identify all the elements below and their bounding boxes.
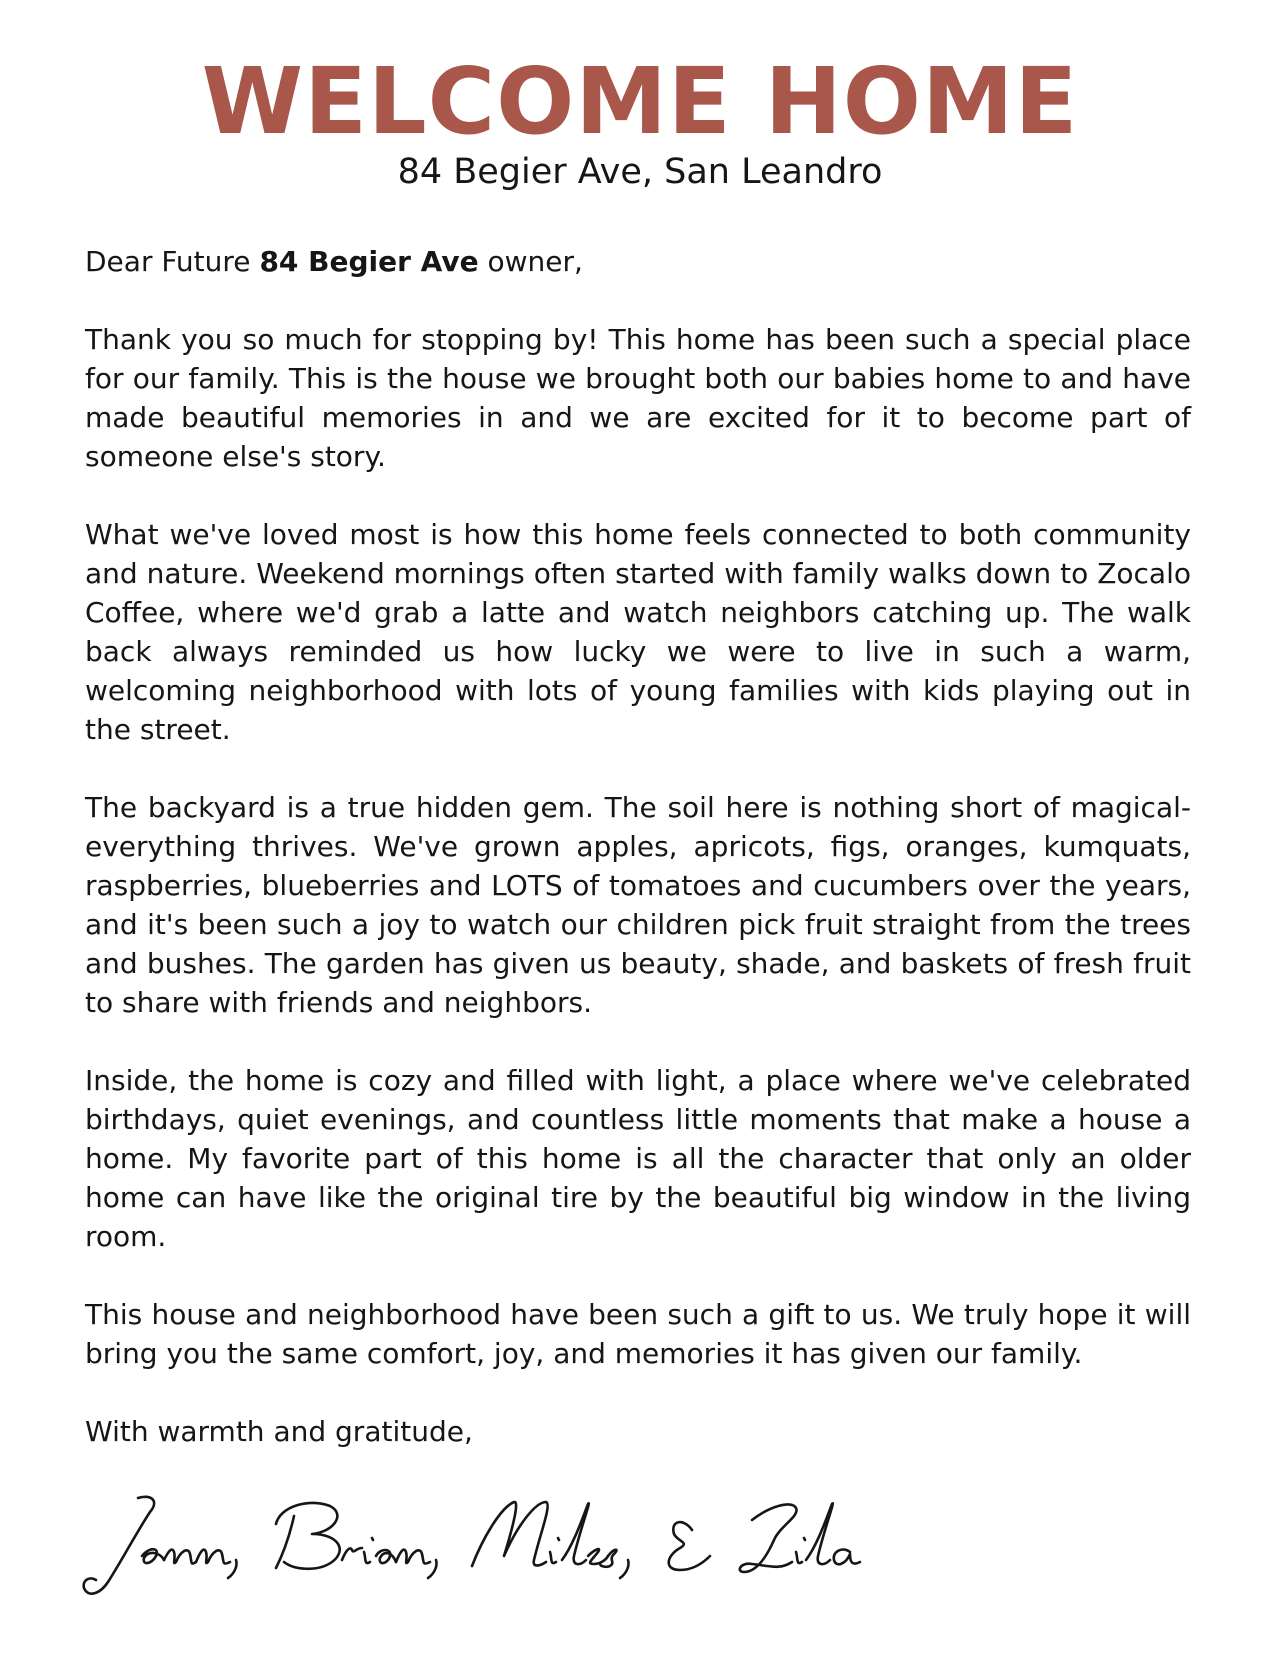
handwritten-signature <box>80 1490 900 1610</box>
greeting <box>85 242 1191 281</box>
paragraph-community: What we've loved most is how this home feels connected to both community and nature. Weekend mornings often started with family walks down to Zocalo Coffee, where we'd grab a latte and watch neighbors catching up. The walk back always reminded us how lucky we were to live in such a warm, welcoming neighborhood with lots of young families with kids playing out in the street. <box>85 518 1191 746</box>
greeting-address: 84 Begier Ave <box>259 245 479 278</box>
paragraph-interior: Inside, the home is cozy and filled with light, a place where we've celebrated birthdays, quiet evenings, and countless little moments that make a house a home. My favorite part of this home is all the character that only an older home can have like the original tire by the beautiful big window in the living room. <box>85 1064 1191 1253</box>
closing-line: With warmth and gratitude, <box>85 1415 473 1448</box>
paragraph-wishes: This house and neighborhood have been such a gift to us. We truly hope it will bring you the same comfort, joy, and memories it has given our family. <box>85 1298 1191 1370</box>
property-address: 84 Begier Ave, San Leandro <box>397 152 883 192</box>
paragraph-backyard: The backyard is a true hidden gem. The soil here is nothing short of magical- everything thrives. We've grown apples, apricots, figs, oranges, kumquats, raspberries, blueberries and LOTS of tomatoes and cucumbers over the years, and it's been such a joy to watch our children pick fruit straight from the trees and bushes. The garden has given us beauty, shade, and baskets of fresh fruit to share with friends and neighbors. <box>85 791 1191 1019</box>
page-title: WELCOME HOME <box>201 48 1079 155</box>
greeting-suffix: owner, <box>478 245 583 278</box>
paragraph-intro: Thank you so much for stopping by! This home has been such a special place for our family. This is the house we brought both our babies home to and have made beautiful memories in and we are excited for it to become part of someone else's story. <box>85 323 1191 473</box>
letter-body <box>85 242 1191 1451</box>
greeting-prefix: Dear Future <box>85 245 260 278</box>
signature-drawing <box>80 1490 900 1610</box>
